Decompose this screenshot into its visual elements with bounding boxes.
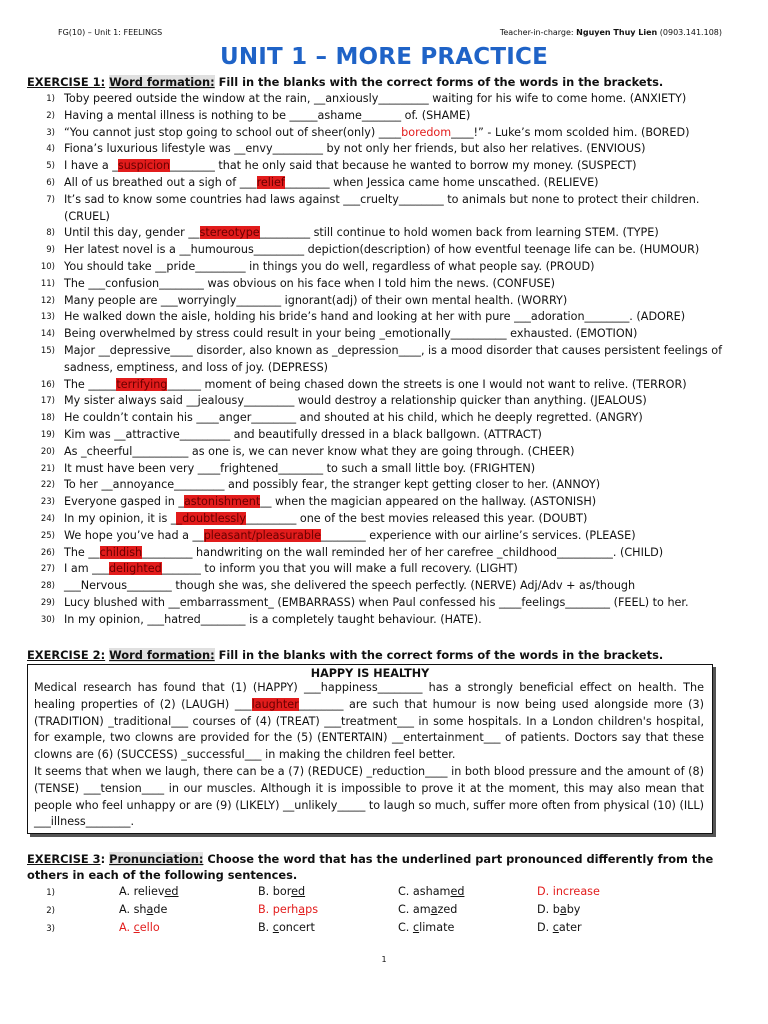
item-text: It must have been very ____frightened________ to such a small little boy. (FRIGHTEN): [64, 461, 536, 475]
option-text: D.: [537, 921, 553, 934]
exercise-1-item: [0, 494, 768, 511]
exercise-1-item: [0, 578, 768, 595]
underlined-part: a: [430, 903, 438, 916]
exercise-2-heading: [27, 647, 745, 663]
item-text: The ___confusion________ was obvious on his face when I told him the news. (CONFUSE): [64, 276, 556, 290]
item-number: 29): [40, 597, 55, 608]
item-number: 8): [46, 228, 55, 239]
item-number: 16): [40, 379, 55, 390]
item-number: 4): [46, 144, 55, 155]
highlighted-answer: stereotype: [199, 226, 260, 240]
highlighted-answer: childish: [99, 545, 143, 559]
answer-option[interactable]: [258, 921, 315, 934]
item-text: ________ are such that humour is now being used alongside more (3) (TRADITION) _traditional___ courses of (4) (TREAT) ___treatment___ in some hospitals. In a London children's hospital, for example, two clowns are provided for the (5) (ENTERTAIN) __entertainment___ of patients. Doctors say that these clowns are (6) (SUCCESS) _successful___ in making the children feel better.: [34, 697, 704, 762]
exercise-1-item: [0, 276, 768, 293]
exercise-3-tag: EXERCISE 3: [27, 852, 101, 866]
item-number: 26): [40, 547, 55, 558]
item-number: 24): [40, 513, 55, 524]
option-text: ater: [558, 921, 582, 934]
item-text: ______ moment of being chased down the streets is one I would not want to relive. (TERROR): [167, 377, 687, 391]
exercise-1-item: [0, 158, 768, 175]
item-text: ________ when Jessica came home unscathed. (RELIEVE): [284, 175, 599, 189]
item-sentence: [64, 511, 768, 528]
item-sentence: [64, 259, 768, 276]
item-number: 17): [40, 396, 55, 407]
exercise-1-item: [0, 192, 768, 226]
red-answer: boredom: [401, 125, 452, 139]
exercise-1-instruction: Fill in the blanks with the correct forms of the words in the brackets.: [214, 75, 664, 89]
item-number: 18): [40, 413, 55, 424]
item-number: 19): [40, 429, 55, 440]
item-text: Medical research has found that (1) (HAPPY) ___happiness________ has a strongly beneficial effect on health. The healing properties of (2) (LAUGH) ___: [34, 681, 704, 711]
item-sentence: [64, 108, 768, 125]
item-text: He walked down the aisle, holding his bride’s hand and looking at her with pure ___adoration________. (ADORE): [64, 310, 686, 324]
option-text: zed: [437, 903, 458, 916]
item-text: I have a _: [64, 159, 118, 173]
item-text: My sister always said __jealousy_________ would destroy a relationship quicker than anything. (JEALOUS): [64, 394, 647, 408]
item-text: Toby peered outside the window at the rain, __anxiously_________ waiting for his wife to come home. (ANXIETY): [64, 92, 687, 105]
exercise-1-item: [0, 461, 768, 478]
underlined-part: c: [272, 921, 279, 934]
item-sentence: [64, 309, 768, 326]
answer-option[interactable]: [537, 921, 582, 934]
exercise-1-item: [0, 595, 768, 612]
exercise-1-item: [0, 377, 768, 394]
answer-option[interactable]: [398, 885, 464, 898]
item-text: It’s sad to know some countries had laws against ___cruelty________ to animals but none to protect their children. (CRUEL): [64, 192, 704, 223]
item-sentence: [64, 410, 768, 427]
item-number: 9): [46, 245, 55, 256]
underlined-part: a: [559, 903, 567, 916]
item-sentence: [64, 477, 768, 494]
exercise-1-item: [0, 293, 768, 310]
item-sentence: [64, 612, 768, 629]
reading-paragraph-1: [28, 680, 712, 764]
answer-option[interactable]: [119, 921, 160, 934]
item-text: Her latest novel is a __humourous_________ depiction(description) of how eventful teenage life can be. (HUMOUR): [64, 243, 700, 257]
item-text: All of us breathed out a sigh of ___: [64, 175, 257, 189]
item-text: To her __annoyance_________ and possibly fear, the stranger kept getting closer to her. (ANNOY): [64, 478, 601, 492]
answer-option[interactable]: [398, 903, 457, 916]
item-number: 2): [46, 110, 55, 121]
item-number: 22): [40, 480, 55, 491]
item-sentence: [64, 461, 768, 478]
exercise-1-item: [0, 511, 768, 528]
exercise-1-item: [0, 612, 768, 629]
item-text: Having a mental illness is nothing to be _____ashame_______ of. (SHAME): [64, 108, 471, 122]
option-text: A. reliev: [119, 885, 165, 898]
item-sentence: [64, 125, 768, 142]
underlined-part: c: [552, 921, 559, 934]
item-text: Lucy blushed with __embarrassment_ (EMBARRASS) when Paul confessed his ____feelings________ (FEEL) to her.: [64, 595, 689, 609]
item-sentence: [64, 276, 768, 293]
item-text: In my opinion, it is _: [64, 511, 177, 525]
item-number: 30): [40, 614, 55, 625]
item-number: 11): [40, 278, 55, 289]
item-text: In my opinion, ___hatred________ is a completely taught behaviour. (HATE).: [64, 612, 482, 626]
exercise-1-item: [0, 125, 768, 142]
item-text: _________ one of the best movies released this year. (DOUBT): [245, 511, 588, 525]
item-text: ________ that he only said that because he wanted to borrow my money. (SUSPECT): [170, 159, 637, 173]
item-sentence: [64, 192, 768, 226]
option-text: ps: [305, 903, 319, 916]
item-text: Being overwhelmed by stress could result in your being _emotionally__________ exhausted. (EMOTION): [64, 327, 638, 341]
item-number: 7): [46, 194, 55, 205]
exercise-3-heading: [27, 851, 745, 883]
item-text: As _cheerful__________ as one is, we can never know what they are going through. (CHEER): [64, 444, 575, 458]
item-text: The _____: [64, 377, 117, 391]
underlined-part: ed: [450, 885, 465, 898]
option-text: B. perh: [258, 903, 299, 916]
exercise-1-item: [0, 326, 768, 343]
item-number: 15): [40, 345, 55, 356]
exercise-1-item: [0, 477, 768, 494]
header-right-prefix: Teacher-in-charge:: [499, 28, 577, 37]
item-text: Many people are ___worryingly________ ignorant(adj) of their own mental health. (WORRY): [64, 293, 568, 307]
item-text: __ when the magician appeared on the hallway. (ASTONISH): [260, 495, 597, 509]
item-number: 14): [40, 329, 55, 340]
item-text: The __: [64, 545, 100, 559]
option-text: limate: [419, 921, 455, 934]
item-sentence: [64, 595, 768, 612]
item-sentence: [64, 158, 768, 175]
option-text: B. bor: [258, 885, 292, 898]
page-title: UNIT 1 – MORE PRACTICE: [219, 44, 549, 70]
item-number: 27): [40, 564, 55, 575]
item-sentence: [64, 225, 768, 242]
highlighted-answer: suspicion: [117, 159, 171, 173]
underlined-part: c: [133, 921, 140, 934]
item-sentence: [64, 293, 768, 310]
exercise-1-item: [0, 528, 768, 545]
exercise-1-item: [0, 175, 768, 192]
exercise-3-instruction: Choose the word that has the underlined part pronounced differently from the others in each of the following sentences.: [27, 852, 714, 882]
item-sentence: [64, 561, 768, 578]
underlined-part: a: [298, 903, 306, 916]
item-text: ___Nervous________ though she was, she delivered the speech perfectly. (NERVE) Adj/Adv + as/though: [64, 579, 636, 593]
underlined-part: a: [146, 903, 154, 916]
option-text: C.: [398, 921, 413, 934]
exercise-2-label: Word formation:: [109, 648, 215, 662]
exercise-1-item: [0, 242, 768, 259]
answer-option[interactable]: [119, 885, 179, 898]
item-text: _________ handwriting on the wall reminded her of her carefree _childhood__________. (CHILD): [142, 545, 664, 559]
item-text: ____!” - Luke’s mom scolded him. (BORED): [451, 125, 690, 139]
answer-option[interactable]: [398, 921, 454, 934]
exercise-1-item: [0, 393, 768, 410]
exercise-1-heading: [27, 74, 745, 90]
highlighted-answer: terrifying: [116, 377, 168, 391]
answer-option[interactable]: [537, 903, 580, 916]
teacher-name: Nguyen Thuy Lien: [576, 28, 658, 37]
highlighted-answer: laughter: [251, 697, 299, 711]
item-sentence: [64, 444, 768, 461]
question-row: [0, 885, 768, 902]
exercise-1-label: Word formation:: [109, 75, 215, 89]
item-sentence: [64, 494, 768, 511]
item-text: Everyone gasped in _: [64, 495, 184, 509]
item-number: 1): [46, 94, 55, 104]
item-number: 25): [40, 530, 55, 541]
exercise-1-item: [0, 410, 768, 427]
option-text: A. sh: [119, 903, 147, 916]
exercise-1-item: [0, 561, 768, 578]
header-left: FG(10) – Unit 1: FEELINGS: [58, 28, 163, 37]
answer-option[interactable]: [537, 885, 600, 898]
exercise-1-item: [0, 545, 768, 562]
option-text: C. asham: [398, 885, 451, 898]
exercise-3-colon: :: [100, 852, 110, 866]
item-number: 6): [46, 177, 55, 188]
highlighted-answer: _doubtlessly: [176, 511, 246, 525]
page-number: 1: [381, 955, 387, 964]
exercise-3-label: Pronunciation:: [109, 852, 204, 866]
item-sentence: [64, 377, 768, 394]
item-sentence: [64, 528, 768, 545]
item-sentence: [64, 91, 768, 108]
option-text: A.: [119, 921, 134, 934]
reading-box: [27, 664, 713, 834]
item-number: 23): [40, 497, 55, 508]
item-sentence: [64, 427, 768, 444]
item-sentence: [64, 578, 768, 595]
exercise-1-item: [0, 427, 768, 444]
option-text: de: [153, 903, 168, 916]
answer-option[interactable]: [119, 903, 167, 916]
exercise-1-item: [0, 108, 768, 125]
item-number: 21): [40, 463, 55, 474]
item-text: Until this day, gender __: [64, 226, 200, 240]
option-text: ello: [139, 921, 160, 934]
answer-option[interactable]: [258, 885, 305, 898]
exercise-1-item: [0, 343, 768, 377]
teacher-phone: (0903.141.108): [657, 28, 722, 37]
option-text: oncert: [278, 921, 315, 934]
question-number: 2): [46, 906, 55, 916]
exercise-2-instruction: Fill in the blanks with the correct forms of the words in the brackets.: [214, 648, 664, 662]
item-text: Fiona’s luxurious lifestyle was __envy_________ by not only her friends, but also her relatives. (ENVIOUS): [64, 142, 646, 156]
item-text: He couldn’t contain his ____anger________ and shouted at his child, which he deeply regretted. (ANGRY): [64, 411, 643, 425]
exercise-1-tag: EXERCISE 1:: [27, 75, 106, 89]
item-sentence: [64, 242, 768, 259]
item-sentence: [64, 343, 768, 377]
option-text: D. increase: [537, 885, 600, 898]
answer-option[interactable]: [258, 903, 318, 916]
item-text: It seems that when we laugh, there can be a (7) (REDUCE) _reduction____ in both blood pressure and the amount of (8) (TENSE) ___tension____ in our muscles. Although it is impossible to prove it at the moment, this may also mean that people who feel unhappy or are (9) (LIKELY) __unlikely_____ to laugh so much, suffer more often from physical (10) (ILL) ___illness________.: [34, 764, 704, 829]
exercise-1-item: [0, 259, 768, 276]
item-text: _______ to inform you that you will make a full recovery. (LIGHT): [161, 562, 518, 576]
highlighted-answer: relief: [256, 175, 285, 189]
item-number: 12): [40, 295, 55, 306]
underlined-part: c: [412, 921, 420, 934]
item-text: ________ experience with our airline’s services. (PLEASE): [321, 528, 636, 542]
question-row: [0, 903, 768, 920]
item-text: Kim was __attractive_________ and beautifully dressed in a black ballgown. (ATTRACT): [64, 427, 542, 441]
option-text: B.: [258, 921, 273, 934]
item-text: You should take __pride_________ in things you do well, regardless of what people say. (PROUD): [64, 259, 595, 273]
exercise-1-item: [0, 141, 768, 158]
item-number: 5): [46, 161, 55, 172]
highlighted-answer: pleasant/pleasurable: [203, 528, 321, 542]
exercise-1-item: [0, 444, 768, 461]
item-sentence: [64, 545, 768, 562]
item-text: _________ still continue to hold women back from learning STEM. (TYPE): [259, 226, 659, 240]
item-number: 13): [40, 312, 55, 323]
item-sentence: [64, 326, 768, 343]
highlighted-answer: delighted: [108, 562, 162, 576]
highlighted-answer: astonishment: [183, 495, 261, 509]
exercise-1-item: [0, 91, 768, 108]
header-right: [500, 28, 722, 37]
exercise-1-item: [0, 225, 768, 242]
item-number: 3): [46, 127, 55, 138]
reading-title: HAPPY IS HEALTHY: [310, 667, 430, 680]
item-text: We hope you’ve had a __: [64, 528, 204, 542]
item-text: “You cannot just stop going to school out of sheer(only) ____: [64, 125, 402, 139]
exercise-1-list: [0, 91, 768, 629]
item-text: I am ___: [64, 562, 109, 576]
option-text: by: [566, 903, 581, 916]
item-sentence: [64, 175, 768, 192]
reading-paragraph-2: [28, 764, 712, 831]
exercise-1-item: [0, 309, 768, 326]
question-row: [0, 921, 768, 938]
item-sentence: [64, 393, 768, 410]
underlined-part: ed: [164, 885, 179, 898]
item-number: 28): [40, 581, 55, 592]
question-number: 3): [46, 924, 55, 934]
question-number: 1): [46, 888, 55, 898]
underlined-part: ed: [291, 885, 306, 898]
item-number: 20): [40, 446, 55, 457]
item-number: 10): [40, 261, 55, 272]
item-sentence: [64, 141, 768, 158]
option-text: D. b: [537, 903, 560, 916]
item-text: Major __depressive____ disorder, also known as _depression____, is a mood disorder that causes persistent feelings of sadness, emptiness, and loss of joy. (DEPRESS): [64, 343, 726, 374]
option-text: C. am: [398, 903, 431, 916]
exercise-2-tag: EXERCISE 2:: [27, 648, 106, 662]
